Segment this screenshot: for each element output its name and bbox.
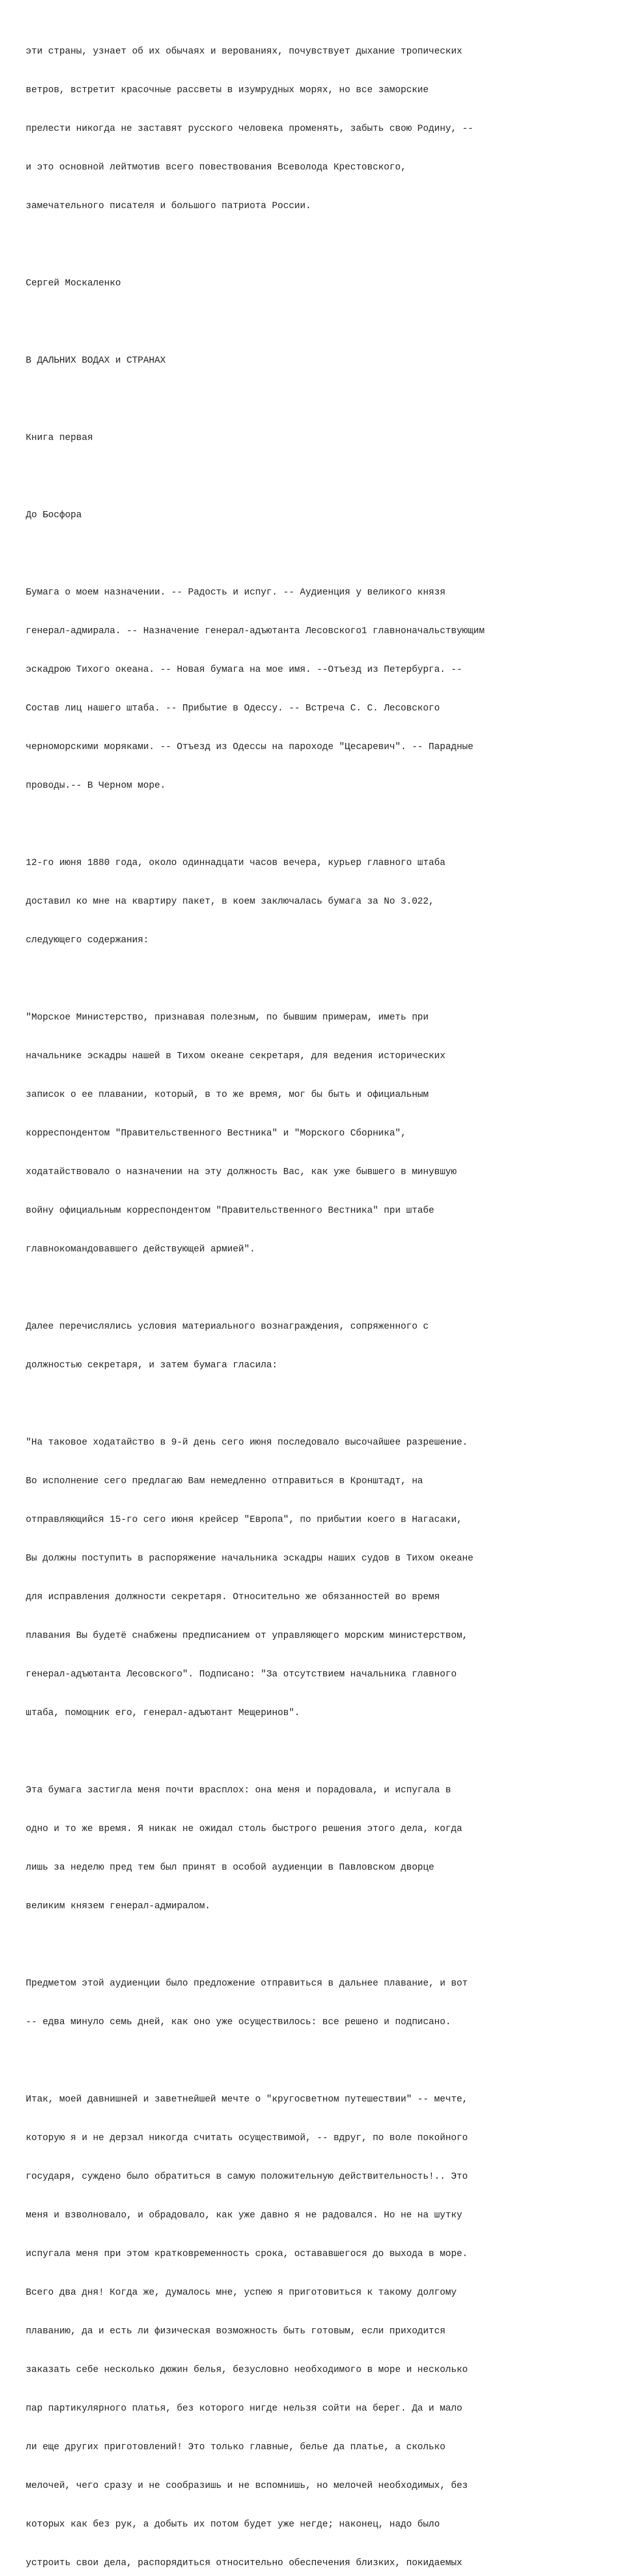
text-line: начальнике эскадры нашей в Тихом океане секретаря, для ведения исторических [26, 1051, 446, 1061]
text-line: которую я и не дерзал никогда считать осуществимой, -- вдруг, по воле покойного [26, 2133, 468, 2143]
text-line: "Морское Министерство, признавая полезным, по бывшим примерам, иметь при [26, 1012, 429, 1023]
text-line: черноморскими моряками. -- Отъезд из Одессы на пароходе "Цесаревич". -- Парадные [26, 742, 474, 752]
text-line: В ДАЛЬНИХ ВОДАХ и СТРАНАХ [26, 355, 166, 366]
text-line: Бумага о моем назначении. -- Радость и испуг. -- Аудиенция у великого князя [26, 587, 446, 598]
body-paragraph [26, 1952, 624, 2055]
quoted-document [26, 986, 624, 1282]
text-line: плаванию, да и есть ли физическая возможность быть готовым, если приходится [26, 2326, 446, 2336]
text-line: лишь за неделю пред тем был принят в особой аудиенции в Павловском дворце [26, 1862, 434, 1873]
quoted-document [26, 1411, 624, 1745]
text-line: прелести никогда не заставят русского человека променять, забыть свою Родину, -- [26, 124, 474, 134]
text-line: доставил ко мне на квартиру пакет, в коем заключалась бумага за No 3.022, [26, 896, 434, 907]
text-line: плавания Вы будетё снабжены предписанием от управляющего морским министерством, [26, 1631, 468, 1641]
text-line: замечательного писателя и большого патриота России. [26, 201, 311, 211]
text-line: главнокомандовавшего действующей армией". [26, 1244, 256, 1255]
text-line: устроить свои дела, распорядиться относительно обеспечения близких, покидаемых [26, 2558, 462, 2568]
body-paragraph [26, 831, 624, 973]
text-line: проводы.-- В Черном море. [26, 781, 166, 791]
text-line: должностью секретаря, и затем бумага гласила: [26, 1360, 278, 1370]
text-line: -- едва минуло семь дней, как оно уже осуществилось: все решено и подписано. [26, 2017, 451, 2027]
text-line: генерал-адмирала. -- Назначение генерал-адъютанта Лесовского1 главноначальствующим [26, 626, 485, 636]
chapter-summary [26, 561, 624, 818]
text-line: штаба, помощник его, генерал-адъютант Мещеринов". [26, 1708, 300, 1718]
text-line: ветров, встретит красочные рассветы в изумрудных морях, но все заморские [26, 85, 429, 95]
text-line: Эта бумага застигла меня почти врасплох: она меня и порадовала, и испугала в [26, 1785, 451, 1795]
text-line: меня и взволновало, и обрадовало, как уже давно я не радовался. Но не на шутку [26, 2210, 462, 2221]
book-part-heading [26, 406, 624, 470]
text-line: Книга первая [26, 433, 93, 443]
text-line: эти страны, узнает об их обычаях и верованиях, почувствует дыхание тропических [26, 46, 462, 57]
text-line: следующего содержания: [26, 935, 149, 945]
text-line: для исправления должности секретаря. Относительно же обязанностей во время [26, 1592, 440, 1602]
text-line: Всего два дня! Когда же, думалось мне, успею я приготовиться к такому долгому [26, 2287, 457, 2298]
book-title [26, 329, 624, 393]
text-line: и это основной лейтмотив всего повествования Всеволода Крестовского, [26, 162, 407, 173]
text-line: Предметом этой аудиенции было предложение отправиться в дальнее плавание, и вот [26, 1978, 468, 1989]
text-line: Вы должны поступить в распоряжение начальника эскадры наших судов в Тихом океане [26, 1553, 474, 1564]
text-line: До Босфора [26, 510, 82, 520]
text-line: пар партикулярного платья, без которого нигде нельзя сойти на берег. Да и мало [26, 2403, 462, 2414]
text-line: заказать себе несколько дюжин белья, безусловно необходимого в море и несколько [26, 2365, 468, 2375]
text-line: Во исполнение сего предлагаю Вам немедленно отправиться в Кронштадт, на [26, 1476, 423, 1486]
chapter-heading [26, 483, 624, 548]
text-line: государя, суждено было обратиться в самую положительную действительность!.. Это [26, 2172, 468, 2182]
text-line: "На таковое ходатайство в 9-й день сего июня последовало высочайшее разрешение. [26, 1437, 468, 1448]
text-line: Итак, моей давнишней и заветнейшей мечте о "кругосветном путешествии" -- мечте, [26, 2094, 468, 2105]
text-line: испугала меня при этом кратковременность срока, остававшегося до выхода в море. [26, 2249, 468, 2259]
text-line: Состав лиц нашего штаба. -- Прибытие в Одессу. -- Встреча С. С. Лесовского [26, 703, 440, 714]
text-line: эскадрою Тихого океана. -- Новая бумага на мое имя. --Отъезд из Петербурга. -- [26, 665, 462, 675]
text-line: которых как без рук, а добыть их потом будет уже негде; наконец, надо было [26, 2519, 440, 2530]
text-line: ходатайствовало о назначении на эту должность Вас, как уже бывшего в минувшую [26, 1167, 457, 1177]
body-paragraph [26, 1758, 624, 1939]
text-line: Сергей Москаленко [26, 278, 121, 289]
text-line: ли еще других приготовлений! Это только главные, белье да платье, а сколько [26, 2442, 446, 2452]
text-line: Далее перечислялись условия материального вознаграждения, сопряженного с [26, 1321, 429, 1332]
text-line: мелочей, чего сразу и не сообразишь и не вспомнишь, но мелочей необходимых, без [26, 2481, 468, 2491]
text-line: одно и то же время. Я никак не ожидал столь быстрого решения этого дела, когда [26, 1824, 462, 1834]
text-line: войну официальным корреспондентом "Правительственного Вестника" при штабе [26, 1206, 434, 1216]
body-paragraph [26, 1295, 624, 1398]
text-line: отправляющийся 15-го сего июня крейсер "Европа", по прибытии коего в Нагасаки, [26, 1515, 462, 1525]
text-line: великим князем генерал-адмиралом. [26, 1901, 211, 1911]
text-line: записок о ее плавании, который, в то же время, мог бы быть и официальным [26, 1090, 429, 1100]
author-signature [26, 251, 624, 316]
body-paragraph [26, 2067, 624, 2576]
document-page [26, 20, 624, 2576]
text-line: корреспондентом "Правительственного Вестника" и "Морского Сборника", [26, 1128, 407, 1139]
text-line: 12-го июня 1880 года, около одиннадцати часов вечера, курьер главного штаба [26, 858, 446, 868]
paragraph-intro-end [26, 20, 624, 239]
text-line: генерал-адъютанта Лесовского". Подписано: "За отсутствием начальника главного [26, 1669, 457, 1680]
